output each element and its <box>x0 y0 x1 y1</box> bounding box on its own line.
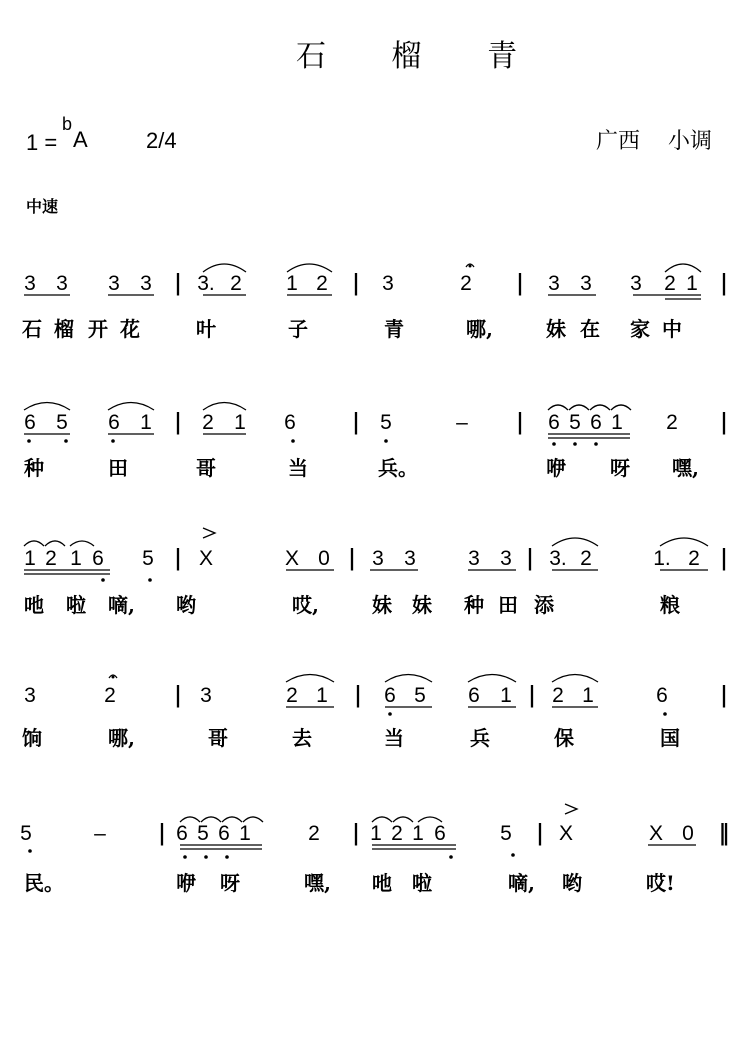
jianpu-note: 5 <box>569 411 581 434</box>
jianpu-note: 3 <box>548 272 560 295</box>
jianpu-note: 3 <box>200 684 212 707</box>
jianpu-note: 6 <box>92 547 104 570</box>
lyric-syllable: 青 <box>384 317 404 341</box>
jianpu-note: 6 <box>108 411 120 434</box>
barline: | <box>173 545 183 571</box>
jianpu-note: – <box>94 822 106 845</box>
lyric-syllable: 呀 <box>220 871 240 895</box>
jianpu-note: 5 <box>56 411 68 434</box>
lyric-syllable: 吔 <box>372 871 392 895</box>
notation-line <box>20 820 729 895</box>
lyric-syllable: 开 <box>88 317 108 341</box>
jianpu-note: 1 <box>500 684 512 707</box>
jianpu-note: 2 <box>104 684 116 707</box>
jianpu-note: 6 <box>590 411 602 434</box>
notation-line <box>22 270 728 341</box>
lyric-syllable: 咿 <box>176 871 196 895</box>
lyric-syllable: 在 <box>580 317 600 341</box>
lyric-syllable: 哎, <box>292 593 319 617</box>
jianpu-note: 1 <box>611 411 623 434</box>
jianpu-note: 5 <box>142 547 154 570</box>
notation-lines <box>20 270 729 895</box>
jianpu-note: 6 <box>384 684 396 707</box>
jianpu-note: 2 <box>308 822 320 845</box>
jianpu-note: 2 <box>391 822 403 845</box>
jianpu-note: 5 <box>500 822 512 845</box>
song-region: 广西 <box>596 128 641 153</box>
barline: | <box>515 270 525 296</box>
notation-line <box>22 682 728 750</box>
jianpu-note: 2 <box>552 684 564 707</box>
lyric-syllable: 哥 <box>208 726 228 750</box>
jianpu-note: 3 <box>24 684 36 707</box>
barline: ‖ <box>718 820 730 846</box>
jianpu-note: 3 <box>500 547 512 570</box>
jianpu-note: 2 <box>202 411 214 434</box>
jianpu-note: 3 <box>372 547 384 570</box>
jianpu-note: 1. <box>653 547 671 570</box>
jianpu-note: 5 <box>414 684 426 707</box>
lyric-syllable: 去 <box>292 726 312 750</box>
jianpu-note: 3 <box>140 272 152 295</box>
jianpu-note: 2 <box>688 547 700 570</box>
barline: | <box>351 820 361 846</box>
jianpu-note: 1 <box>582 684 594 707</box>
lyric-syllable: 嘿, <box>672 456 699 480</box>
lyric-syllable: 田 <box>498 593 518 617</box>
lyric-syllable: 哟 <box>562 871 582 895</box>
lyric-syllable: 国 <box>660 726 680 750</box>
lyric-syllable: 嘀, <box>508 871 535 895</box>
jianpu-note: 3 <box>468 547 480 570</box>
barline: | <box>719 682 729 708</box>
jianpu-note: 1 <box>412 822 424 845</box>
lyric-syllable: 哪, <box>108 726 135 750</box>
jianpu-note: 6 <box>176 822 188 845</box>
lyric-syllable: 当 <box>288 456 308 480</box>
jianpu-note: 3 <box>630 272 642 295</box>
barline: | <box>173 409 183 435</box>
jianpu-note: 3. <box>197 272 215 295</box>
barline: | <box>351 270 361 296</box>
lyric-syllable: 哥 <box>196 456 216 480</box>
lyric-syllable: 妹 <box>412 593 432 617</box>
jianpu-note: 3 <box>404 547 416 570</box>
notation-line <box>24 545 728 617</box>
jianpu-note: 5 <box>20 822 32 845</box>
lyric-syllable: 当 <box>384 726 404 750</box>
lyric-syllable: 兵 <box>470 726 490 750</box>
lyric-syllable: 饷 <box>22 726 42 750</box>
jianpu-note: 6 <box>218 822 230 845</box>
lyric-syllable: 哟 <box>176 593 196 617</box>
jianpu-note: 2 <box>666 411 678 434</box>
tempo-marking: 中速 <box>26 197 59 216</box>
lyric-syllable: 叶 <box>196 317 216 341</box>
lyric-syllable: 民。 <box>24 871 64 895</box>
jianpu-note: X <box>648 822 664 845</box>
lyric-syllable: 哎! <box>646 871 675 895</box>
jianpu-note: 1 <box>316 684 328 707</box>
jianpu-note: 2 <box>460 272 472 295</box>
barline: | <box>351 409 361 435</box>
lyric-syllable: 中 <box>662 317 682 341</box>
lyric-syllable: 咿 <box>546 456 566 480</box>
jianpu-note: 3 <box>382 272 394 295</box>
lyric-syllable: 石 <box>22 317 42 341</box>
jianpu-note: 5 <box>380 411 392 434</box>
lyric-syllable: 啦 <box>66 593 86 617</box>
lyric-syllable: 田 <box>108 456 128 480</box>
barline: | <box>527 682 537 708</box>
jianpu-note: 5 <box>197 822 209 845</box>
lyric-syllable: 啦 <box>412 871 432 895</box>
barline: | <box>347 545 357 571</box>
lyric-syllable: 种 <box>464 593 484 617</box>
song-genre: 小调 <box>668 128 713 153</box>
jianpu-note: 6 <box>284 411 296 434</box>
lyric-syllable: 保 <box>554 726 574 750</box>
barline: | <box>719 545 729 571</box>
lyric-syllable: 榴 <box>54 317 74 341</box>
song-title: 石 榴 青 <box>296 39 546 74</box>
jianpu-note: 1 <box>370 822 382 845</box>
lyric-syllable: 家 <box>630 317 650 341</box>
jianpu-note: X <box>284 547 300 570</box>
lyric-syllable: 妹 <box>372 593 392 617</box>
barline: | <box>719 409 729 435</box>
barline: | <box>719 270 729 296</box>
barline: | <box>173 682 183 708</box>
notation-line <box>23 409 728 480</box>
notation-marks <box>24 264 708 859</box>
jianpu-note: 1 <box>286 272 298 295</box>
jianpu-note: 2 <box>316 272 328 295</box>
jianpu-note: 0 <box>318 547 330 570</box>
jianpu-note: 1 <box>686 272 698 295</box>
jianpu-note: 6 <box>24 411 36 434</box>
jianpu-note: 6 <box>548 411 560 434</box>
lyric-syllable: 兵。 <box>378 456 418 480</box>
key-note: A <box>73 127 88 152</box>
lyric-syllable: 种 <box>24 456 44 480</box>
jianpu-note: 6 <box>468 684 480 707</box>
lyric-syllable: 添 <box>534 593 554 617</box>
key-signature-one: 1 = <box>26 130 58 155</box>
jianpu-note: 1 <box>140 411 152 434</box>
jianpu-note: 2 <box>230 272 242 295</box>
lyric-syllable: 粮 <box>660 593 680 617</box>
jianpu-note: 2 <box>580 547 592 570</box>
jianpu-note: 3 <box>24 272 36 295</box>
jianpu-note: 2 <box>286 684 298 707</box>
barline: | <box>173 270 183 296</box>
barline: | <box>525 545 535 571</box>
jianpu-note: 1 <box>234 411 246 434</box>
barline: | <box>353 682 363 708</box>
jianpu-note: 6 <box>656 684 668 707</box>
jianpu-note: 1 <box>70 547 82 570</box>
jianpu-note: 3 <box>56 272 68 295</box>
barline: | <box>535 820 545 846</box>
lyric-syllable: 子 <box>288 317 308 341</box>
barline: | <box>515 409 525 435</box>
lyric-syllable: 嘿, <box>304 871 331 895</box>
jianpu-note: – <box>456 411 468 434</box>
lyric-syllable: 花 <box>120 317 140 341</box>
lyric-syllable: 妹 <box>546 317 566 341</box>
key-flat-sign: b <box>62 114 73 134</box>
time-signature: 2/4 <box>146 128 177 153</box>
lyric-syllable: 哪, <box>466 317 493 341</box>
lyric-syllable: 吔 <box>24 593 44 617</box>
jianpu-note: 3. <box>549 547 567 570</box>
lyric-syllable: 嘀, <box>108 593 135 617</box>
jianpu-note: X <box>198 547 214 570</box>
barline: | <box>157 820 167 846</box>
jianpu-note: 0 <box>682 822 694 845</box>
jianpu-note: 3 <box>580 272 592 295</box>
jianpu-note: 1 <box>24 547 36 570</box>
jianpu-note: 2 <box>664 272 676 295</box>
jianpu-note: 1 <box>239 822 251 845</box>
jianpu-note: 2 <box>45 547 57 570</box>
jianpu-note: X <box>558 822 574 845</box>
jianpu-note: 6 <box>434 822 446 845</box>
jianpu-note: 3 <box>108 272 120 295</box>
lyric-syllable: 呀 <box>610 456 630 480</box>
